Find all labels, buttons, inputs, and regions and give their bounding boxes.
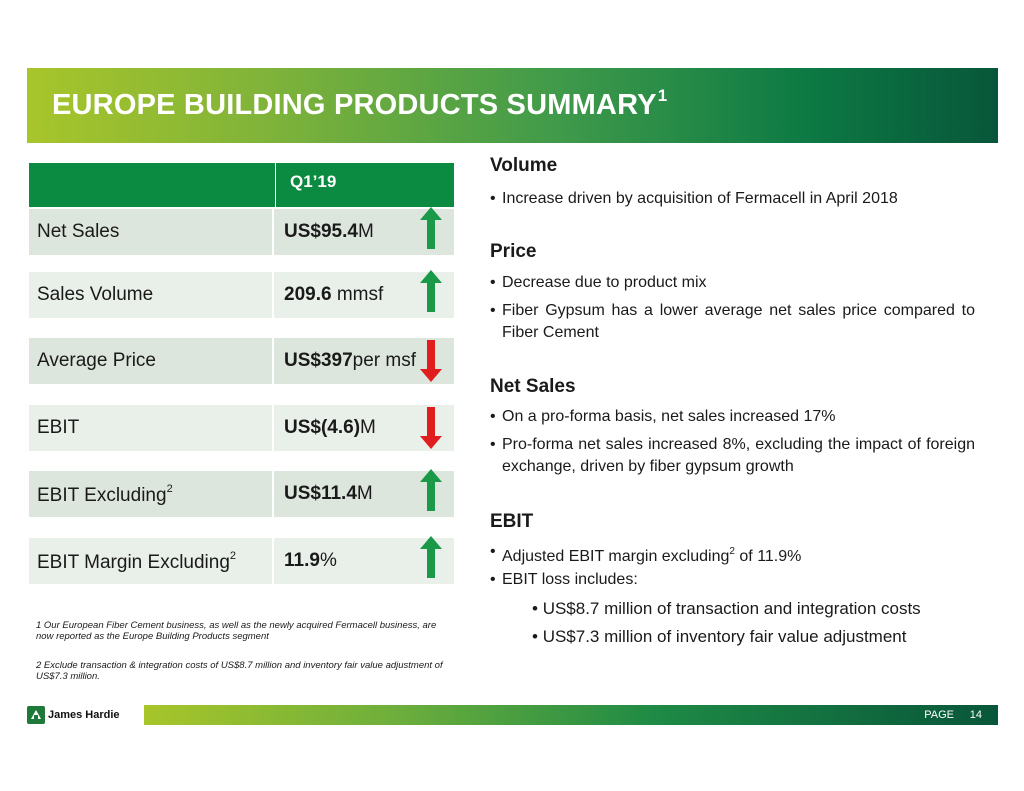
arrow-down-icon	[420, 407, 442, 449]
list-item: • On a pro-forma basis, net sales increased 17%	[490, 408, 836, 425]
sub-list-item: • US$7.3 million of inventory fair value adjustment	[532, 627, 907, 646]
metric-label: Net Sales	[37, 221, 120, 242]
metric-label: EBIT	[37, 417, 80, 438]
list-item: • EBIT loss includes:	[490, 571, 638, 588]
arrow-down-icon	[420, 340, 442, 382]
footer-bar	[144, 705, 998, 725]
metric-label: EBIT Margin Excluding$^2$	[37, 550, 237, 573]
list-item: • Decrease due to product mix	[490, 274, 707, 291]
sub-list-item: • US$8.7 million of transaction and integration costs	[532, 599, 921, 618]
table-row	[29, 405, 454, 451]
page-number: 14	[969, 709, 982, 721]
arrow-up-icon	[420, 536, 442, 578]
table-row	[29, 272, 454, 318]
metric-value: 11.9%	[284, 550, 337, 571]
brand-name: James Hardie	[48, 709, 120, 721]
table-row	[29, 538, 454, 584]
metric-value: US$95.4M	[284, 221, 374, 242]
metric-value: 209.6 mmsf	[284, 284, 384, 305]
title-banner	[27, 68, 998, 143]
footnote-2: 2 Exclude transaction & integration costs of US$8.7 million and inventory fair value adjustment of US$7.3 million.	[36, 660, 443, 682]
list-item: • Pro-forma net sales increased 8%, excluding the impact of foreign exchange, driven by fiber gypsum growth	[490, 436, 975, 475]
ebit-heading: EBIT	[490, 511, 534, 532]
footnote-1: 1 Our European Fiber Cement business, as well as the newly acquired Fermacell business, are now reported as the Europe Building Products segment	[36, 620, 437, 642]
metric-value: US$11.4M	[284, 483, 373, 504]
price-heading: Price	[490, 241, 537, 262]
metric-label: Average Price	[37, 350, 156, 371]
metric-value: US$397per msf	[284, 350, 417, 371]
volume-heading: Volume	[490, 155, 558, 176]
table-header	[29, 163, 454, 207]
james-hardie-logo	[27, 704, 142, 726]
list-item: • Fiber Gypsum has a lower average net sales price compared to Fiber Cement	[490, 302, 975, 341]
page-label: PAGE	[924, 709, 954, 721]
metric-label: EBIT Excluding$^2$	[37, 483, 173, 506]
list-item: • Adjusted EBIT margin excluding$^2$ of 11.9%	[490, 543, 802, 565]
slide-title: EUROPE BUILDING PRODUCTS SUMMARY$^1$	[52, 86, 668, 121]
table-row	[29, 209, 454, 255]
table-row	[29, 471, 454, 517]
arrow-up-icon	[420, 207, 442, 249]
period-header: Q1’19	[290, 172, 337, 191]
table-row	[29, 338, 454, 384]
arrow-up-icon	[420, 270, 442, 312]
list-item: • Increase driven by acquisition of Fermacell in April 2018	[490, 190, 898, 207]
arrow-up-icon	[420, 469, 442, 511]
logo-mark-icon	[27, 706, 45, 724]
metric-value: US$(4.6)M	[284, 417, 376, 438]
metric-label: Sales Volume	[37, 284, 154, 305]
net-sales-heading: Net Sales	[490, 376, 576, 397]
